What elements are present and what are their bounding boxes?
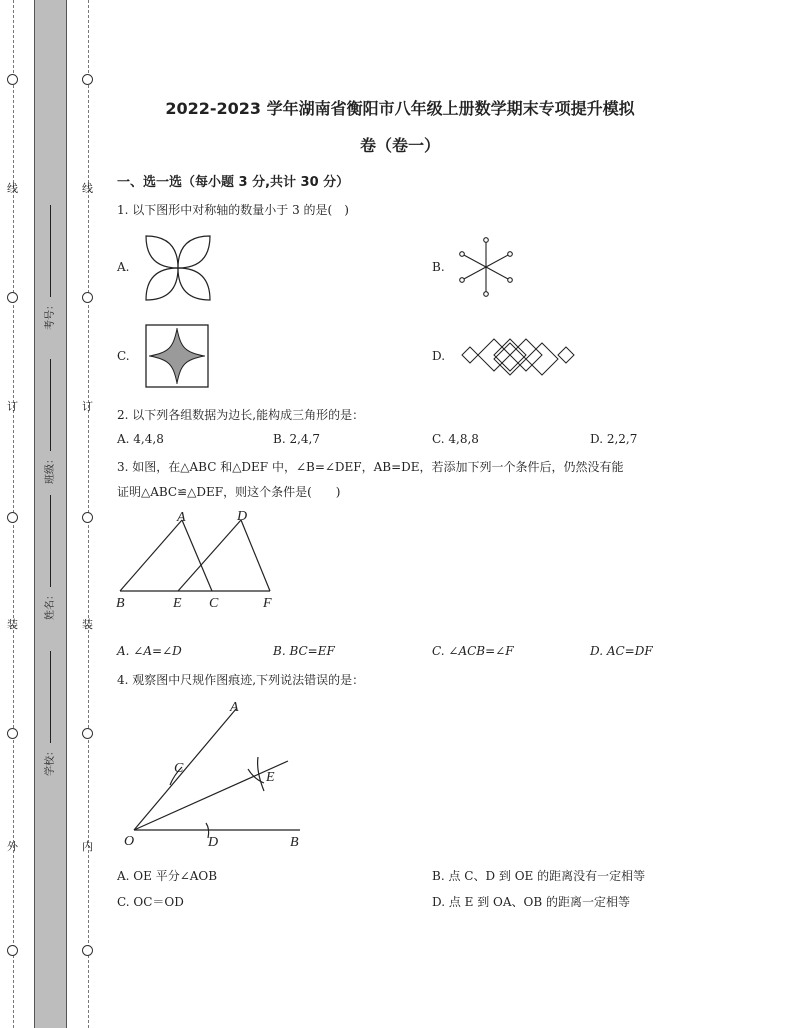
outer-label-wai: 外: [7, 840, 18, 853]
q4-label-o: O: [124, 834, 135, 849]
punch-hole-3: [7, 512, 18, 523]
q4-label-b: B: [290, 835, 299, 850]
section-heading: 一、选一选（每小题 3 分,共计 30 分）: [117, 175, 350, 190]
inner-label-xian: 线: [82, 182, 93, 195]
q1-square-star-figure: [144, 323, 210, 389]
q3-option-a[interactable]: A. ∠A=∠D: [117, 644, 182, 658]
q3-option-b[interactable]: B. BC=EF: [273, 644, 335, 658]
q1-label-d: D.: [432, 349, 446, 363]
q1-diamond-chain-figure: [460, 333, 576, 381]
outer-label-ding: 订: [7, 400, 18, 413]
paper-title-line2: 卷（卷一）: [359, 136, 440, 155]
q3-label-b: B: [116, 596, 125, 611]
q3-option-d[interactable]: D. AC=DF: [590, 644, 653, 658]
inner-hole-4: [82, 728, 93, 739]
exam-number-field[interactable]: [41, 205, 56, 330]
q4-option-c[interactable]: C. OC＝OD: [117, 895, 184, 909]
q4-option-a[interactable]: A. OE 平分∠AOB: [117, 869, 218, 883]
exam-number-label: 考号：: [45, 300, 56, 330]
question-1-stem: 1. 以下图形中对称轴的数量小于 3 的是( ): [117, 203, 349, 217]
inner-hole-5: [82, 945, 93, 956]
inner-label-nei: 内: [82, 840, 93, 853]
q1-label-a: A.: [117, 260, 130, 274]
q3-label-d: D: [237, 509, 248, 524]
q3-triangles-figure: [110, 505, 290, 615]
inner-label-ding: 订: [82, 400, 93, 413]
outer-label-zhuang: 装: [7, 618, 18, 631]
name-label: 姓名：: [45, 590, 56, 620]
q4-label-c: C: [174, 761, 184, 776]
name-field[interactable]: [41, 495, 56, 620]
q4-option-d[interactable]: D. 点 E 到 OA、OB 的距离一定相等: [432, 895, 631, 909]
q4-label-a: A: [230, 700, 239, 715]
q1-label-b: B.: [432, 260, 445, 274]
q2-option-c[interactable]: C. 4,8,8: [432, 432, 479, 446]
q2-option-b[interactable]: B. 2,4,7: [273, 432, 320, 446]
school-label: 学校：: [45, 746, 56, 776]
question-3-stem-line2: 证明△ABC≌△DEF，则这个条件是( ): [117, 485, 341, 499]
q3-label-a: A: [177, 510, 186, 525]
q3-label-f: F: [263, 596, 272, 611]
class-field[interactable]: [41, 359, 56, 484]
q4-angle-bisector-figure: [120, 695, 320, 855]
q4-label-e: E: [266, 770, 275, 785]
question-3-stem-line1: 3. 如图，在△ABC 和△DEF 中，∠B=∠DEF，AB=DE，若添加下列一个条件后，仍然没有能: [117, 460, 624, 474]
q4-label-d: D: [208, 835, 219, 850]
inner-label-zhuang: 装: [82, 618, 93, 631]
q2-option-a[interactable]: A. 4,4,8: [117, 432, 164, 446]
q4-option-b[interactable]: B. 点 C、D 到 OE 的距离没有一定相等: [432, 869, 646, 883]
punch-hole-1: [7, 74, 18, 85]
punch-hole-4: [7, 728, 18, 739]
q3-option-c[interactable]: C. ∠ACB=∠F: [432, 644, 514, 658]
q2-option-d[interactable]: D. 2,2,7: [590, 432, 638, 446]
paper-title-line1: 2022-2023 学年湖南省衡阳市八年级上册数学期末专项提升模拟: [165, 99, 635, 118]
question-2-stem: 2. 以下列各组数据为边长,能构成三角形的是：: [117, 408, 365, 422]
q1-six-ray-figure: [456, 236, 516, 298]
question-4-stem: 4. 观察图中尺规作图痕迹,下列说法错误的是：: [117, 673, 365, 687]
q1-label-c: C.: [117, 349, 130, 363]
outer-label-xian: 线: [7, 182, 18, 195]
inner-hole-1: [82, 74, 93, 85]
inner-hole-3: [82, 512, 93, 523]
inner-hole-2: [82, 292, 93, 303]
school-field[interactable]: [41, 651, 56, 776]
q3-label-e: E: [173, 596, 182, 611]
punch-hole-5: [7, 945, 18, 956]
punch-hole-2: [7, 292, 18, 303]
class-label: 班级：: [45, 454, 56, 484]
q3-label-c: C: [209, 596, 219, 611]
q1-four-petal-figure: [144, 234, 212, 302]
